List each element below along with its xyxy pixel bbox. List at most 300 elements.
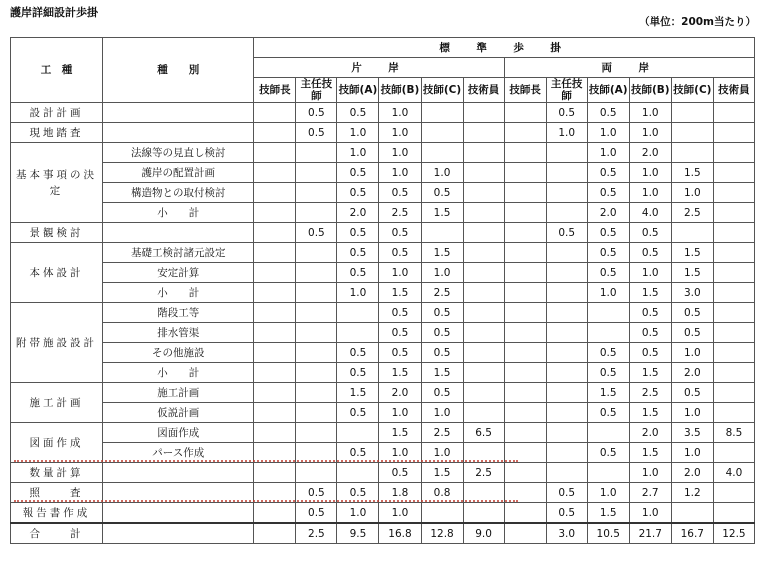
value-cell [504,363,546,383]
value-cell [504,223,546,243]
value-cell [713,483,754,503]
table-row [11,343,755,363]
value-cell [587,323,629,343]
header-role: 主任技師 [296,78,337,103]
value-cell: 0.5 [337,483,379,503]
koushu-cell: 設計計画 [11,103,103,123]
value-cell: 3.0 [671,283,713,303]
value-cell [713,403,754,423]
shubetsu-cell [103,463,254,483]
value-cell: 1.5 [671,243,713,263]
value-cell: 0.5 [587,163,629,183]
value-cell: 0.5 [587,403,629,423]
value-cell: 0.5 [629,243,671,263]
value-cell [546,443,587,463]
value-cell [296,203,337,223]
value-cell [713,123,754,143]
shubetsu-cell: 安定計算 [103,263,254,283]
shubetsu-cell: 護岸の配置計画 [103,163,254,183]
table-row [11,203,755,223]
labor-table [10,37,755,544]
value-cell: 1.0 [379,403,421,423]
value-cell [546,403,587,423]
value-cell [421,123,463,143]
value-cell [296,423,337,443]
page-title: 護岸詳細設計歩掛 [10,6,98,19]
table-row [11,523,755,544]
shubetsu-cell: 小 計 [103,363,254,383]
value-cell [671,123,713,143]
value-cell: 0.5 [379,223,421,243]
header-role: 技師(B) [379,78,421,103]
koushu-cell: 照 査 [11,483,103,503]
value-cell: 1.0 [671,343,713,363]
value-cell [546,263,587,283]
table-row [11,243,755,263]
value-cell [254,343,296,363]
koushu-cell: 数量計算 [11,463,103,483]
value-cell: 0.5 [337,263,379,283]
shubetsu-cell: 構造物との取付検討 [103,183,254,203]
value-cell: 1.0 [379,263,421,283]
table-row [11,363,755,383]
value-cell: 3.5 [671,423,713,443]
header-role: 技師(C) [671,78,713,103]
koushu-cell: 景観検討 [11,223,103,243]
value-cell [713,143,754,163]
koushu-cell: 基本事項の決定 [11,143,103,223]
value-cell [463,503,504,524]
value-cell [713,163,754,183]
value-cell: 6.5 [463,423,504,443]
value-cell: 0.5 [296,223,337,243]
value-cell [463,303,504,323]
value-cell: 1.5 [379,363,421,383]
value-cell: 9.0 [463,523,504,544]
value-cell: 4.0 [713,463,754,483]
value-cell [296,243,337,263]
value-cell: 2.5 [629,383,671,403]
value-cell: 1.0 [421,403,463,423]
value-cell [254,303,296,323]
value-cell [421,223,463,243]
value-cell: 2.0 [587,203,629,223]
value-cell [296,283,337,303]
value-cell [296,363,337,383]
value-cell: 1.0 [587,143,629,163]
value-cell: 1.5 [421,363,463,383]
value-cell: 1.5 [629,363,671,383]
value-cell: 0.5 [337,343,379,363]
value-cell [504,103,546,123]
value-cell [337,303,379,323]
value-cell: 0.5 [337,183,379,203]
value-cell [463,203,504,223]
value-cell [504,383,546,403]
value-cell: 0.5 [629,303,671,323]
highlight-underline-1 [14,460,518,462]
value-cell: 1.0 [587,283,629,303]
value-cell [713,263,754,283]
koushu-cell: 施工計画 [11,383,103,423]
value-cell [504,263,546,283]
value-cell: 0.5 [671,303,713,323]
table-row [11,103,755,123]
value-cell [463,183,504,203]
table-row [11,143,755,163]
value-cell [254,263,296,283]
value-cell: 16.7 [671,523,713,544]
value-cell [504,143,546,163]
value-cell: 3.0 [546,523,587,544]
value-cell: 16.8 [379,523,421,544]
value-cell [337,423,379,443]
value-cell [463,323,504,343]
value-cell [713,303,754,323]
value-cell: 1.5 [379,283,421,303]
table-row [11,403,755,423]
value-cell [254,523,296,544]
value-cell: 2.5 [671,203,713,223]
value-cell: 1.0 [629,123,671,143]
value-cell [546,283,587,303]
value-cell [504,503,546,524]
value-cell: 2.5 [421,423,463,443]
value-cell: 1.0 [379,123,421,143]
shubetsu-cell: 仮説計画 [103,403,254,423]
shubetsu-cell: 図面作成 [103,423,254,443]
value-cell [713,183,754,203]
value-cell: 1.0 [379,503,421,524]
value-cell: 0.5 [587,363,629,383]
koushu-cell: 合 計 [11,523,103,544]
value-cell: 0.5 [629,323,671,343]
shubetsu-cell [103,123,254,143]
table-row [11,503,755,524]
value-cell [546,323,587,343]
value-cell [504,323,546,343]
value-cell: 1.0 [629,463,671,483]
value-cell [713,323,754,343]
value-cell [296,143,337,163]
value-cell [254,223,296,243]
header-role: 技術員 [463,78,504,103]
value-cell [546,303,587,323]
value-cell [504,403,546,423]
koushu-cell: 附帯施設設計 [11,303,103,383]
header-role: 技師長 [504,78,546,103]
value-cell: 0.5 [379,343,421,363]
header-role: 技師(A) [587,78,629,103]
value-cell [546,363,587,383]
koushu-cell: 報告書作成 [11,503,103,524]
value-cell: 1.5 [629,403,671,423]
value-cell [713,243,754,263]
value-cell: 0.5 [337,363,379,383]
shubetsu-cell [103,103,254,123]
value-cell [504,183,546,203]
value-cell: 0.5 [421,323,463,343]
value-cell: 0.5 [546,103,587,123]
value-cell [296,383,337,403]
value-cell: 0.5 [587,183,629,203]
table-row [11,263,755,283]
value-cell: 12.8 [421,523,463,544]
value-cell [296,183,337,203]
value-cell [463,343,504,363]
value-cell: 0.5 [421,183,463,203]
value-cell: 0.5 [296,103,337,123]
value-cell: 2.0 [671,363,713,383]
value-cell [254,503,296,524]
value-cell: 1.5 [587,383,629,403]
value-cell [546,163,587,183]
value-cell [713,443,754,463]
value-cell: 0.5 [546,223,587,243]
value-cell [671,103,713,123]
shubetsu-cell: 小 計 [103,283,254,303]
value-cell: 9.5 [337,523,379,544]
value-cell [713,503,754,524]
value-cell [421,503,463,524]
value-cell [713,363,754,383]
value-cell: 2.0 [629,143,671,163]
value-cell: 1.5 [421,203,463,223]
shubetsu-cell: パース作成 [103,443,254,463]
koushu-cell: 本体設計 [11,243,103,303]
value-cell: 0.5 [421,303,463,323]
value-cell [546,463,587,483]
value-cell [254,123,296,143]
value-cell [713,103,754,123]
value-cell: 0.5 [587,223,629,243]
value-cell [463,263,504,283]
value-cell: 1.5 [671,263,713,283]
value-cell [546,243,587,263]
value-cell: 0.5 [337,103,379,123]
value-cell: 0.5 [671,383,713,403]
unit-note: （単位：200m当たり） [639,16,756,28]
value-cell: 2.5 [463,463,504,483]
value-cell [504,343,546,363]
shubetsu-cell: 基礎工検討諸元設定 [103,243,254,263]
value-cell: 0.5 [546,503,587,524]
value-cell: 0.5 [296,503,337,524]
header-role: 技師(A) [337,78,379,103]
value-cell [254,103,296,123]
value-cell: 0.5 [421,343,463,363]
header-role: 技師長 [254,78,296,103]
value-cell: 0.5 [379,243,421,263]
value-cell: 1.0 [379,143,421,163]
shubetsu-cell: 階段工等 [103,303,254,323]
value-cell [254,243,296,263]
value-cell [254,423,296,443]
value-cell: 0.5 [379,463,421,483]
table-row [11,463,755,483]
shubetsu-cell: 施工計画 [103,383,254,403]
value-cell: 2.0 [379,383,421,403]
value-cell: 1.0 [421,443,463,463]
value-cell: 1.0 [629,263,671,283]
value-cell [296,403,337,423]
value-cell [587,463,629,483]
value-cell: 1.0 [629,103,671,123]
value-cell: 0.5 [337,223,379,243]
value-cell [337,323,379,343]
value-cell: 1.5 [629,283,671,303]
value-cell [254,143,296,163]
value-cell: 0.8 [421,483,463,503]
header-role: 技師(B) [629,78,671,103]
value-cell: 0.5 [379,323,421,343]
shubetsu-cell [103,523,254,544]
value-cell: 8.5 [713,423,754,443]
value-cell [463,163,504,183]
value-cell [504,423,546,443]
value-cell [463,403,504,423]
value-cell [296,303,337,323]
table-row [11,283,755,303]
value-cell [296,463,337,483]
table-row [11,383,755,403]
value-cell: 0.5 [671,323,713,343]
value-cell: 0.5 [587,243,629,263]
value-cell: 0.5 [587,103,629,123]
value-cell: 1.0 [337,503,379,524]
value-cell [546,383,587,403]
value-cell: 2.5 [296,523,337,544]
value-cell: 1.0 [337,143,379,163]
value-cell: 1.0 [379,163,421,183]
table-row [11,223,755,243]
value-cell: 1.0 [337,283,379,303]
value-cell: 0.5 [587,343,629,363]
value-cell [463,223,504,243]
value-cell [713,223,754,243]
koushu-cell: 現地踏査 [11,123,103,143]
value-cell: 2.0 [629,423,671,443]
value-cell [713,203,754,223]
value-cell [254,163,296,183]
value-cell [463,103,504,123]
value-cell [254,363,296,383]
value-cell [463,363,504,383]
value-cell: 12.5 [713,523,754,544]
value-cell [587,303,629,323]
value-cell: 0.5 [587,443,629,463]
value-cell [671,223,713,243]
value-cell [504,303,546,323]
shubetsu-cell [103,223,254,243]
value-cell: 0.5 [379,183,421,203]
value-cell [504,463,546,483]
value-cell [296,323,337,343]
value-cell [546,423,587,443]
shubetsu-cell [103,503,254,524]
highlight-underline-2 [14,500,518,502]
value-cell [463,283,504,303]
value-cell [254,463,296,483]
header-koushu: 工 種 [11,38,103,103]
value-cell [421,103,463,123]
value-cell: 0.5 [421,383,463,403]
koushu-cell: 図面作成 [11,423,103,463]
value-cell: 1.0 [587,123,629,143]
value-cell [254,283,296,303]
value-cell [546,203,587,223]
value-cell: 1.8 [379,483,421,503]
header-role: 技師(C) [421,78,463,103]
value-cell [546,343,587,363]
value-cell: 1.0 [421,263,463,283]
value-cell [254,383,296,403]
value-cell: 2.0 [337,203,379,223]
value-cell: 1.0 [379,443,421,463]
value-cell: 0.5 [379,303,421,323]
value-cell: 21.7 [629,523,671,544]
value-cell [421,143,463,163]
value-cell [504,243,546,263]
value-cell [713,283,754,303]
value-cell [671,503,713,524]
value-cell: 1.0 [629,503,671,524]
value-cell [504,283,546,303]
table-row [11,123,755,143]
header-katagan: 片 岸 [254,58,504,78]
value-cell: 2.0 [671,463,713,483]
value-cell [296,163,337,183]
header-ryougan: 両 岸 [504,58,754,78]
value-cell [713,343,754,363]
value-cell: 0.5 [337,243,379,263]
value-cell [671,143,713,163]
value-cell [254,183,296,203]
value-cell [463,383,504,403]
value-cell [296,343,337,363]
value-cell: 1.0 [671,183,713,203]
value-cell: 0.5 [337,443,379,463]
value-cell: 0.5 [337,163,379,183]
value-cell [463,123,504,143]
value-cell [504,203,546,223]
value-cell: 0.5 [546,483,587,503]
shubetsu-cell: 排水管渠 [103,323,254,343]
value-cell: 1.0 [379,103,421,123]
value-cell: 2.7 [629,483,671,503]
value-cell: 1.5 [671,163,713,183]
value-cell [713,383,754,403]
value-cell: 4.0 [629,203,671,223]
value-cell: 1.0 [337,123,379,143]
value-cell: 0.5 [337,403,379,423]
value-cell: 0.5 [629,223,671,243]
value-cell [463,243,504,263]
value-cell: 1.5 [379,423,421,443]
value-cell: 1.5 [421,243,463,263]
value-cell [587,423,629,443]
value-cell [504,163,546,183]
table-row [11,423,755,443]
value-cell [254,203,296,223]
table-row [11,163,755,183]
value-cell: 2.5 [379,203,421,223]
value-cell: 1.0 [587,483,629,503]
shubetsu-cell: 法線等の見直し検討 [103,143,254,163]
value-cell: 1.0 [629,183,671,203]
value-cell [296,263,337,283]
value-cell [254,323,296,343]
